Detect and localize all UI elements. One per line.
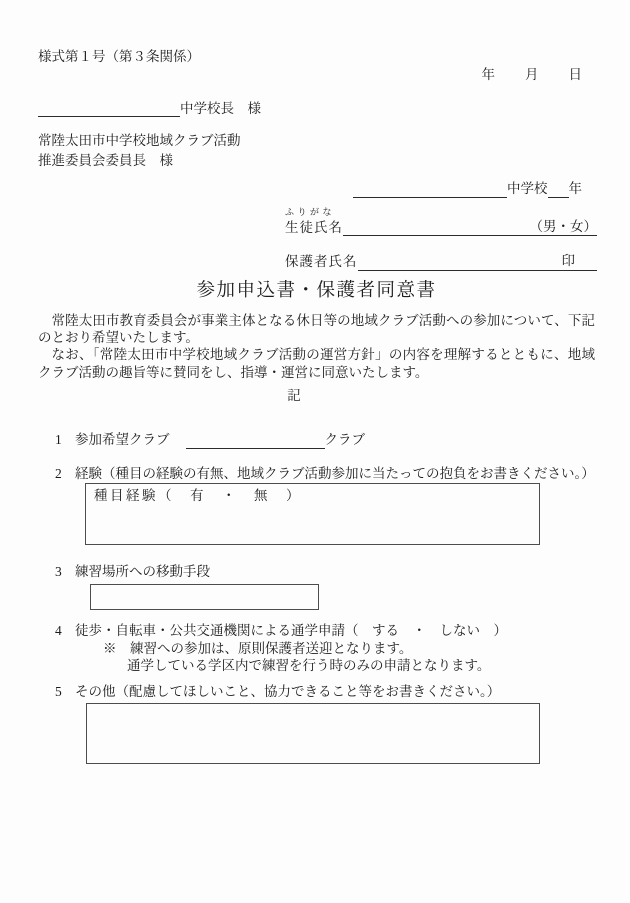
- student-name-label: 生徒氏名: [285, 219, 343, 235]
- item-3-number: 3: [55, 563, 62, 579]
- commute-choice[interactable]: （ する ・ しない ）: [345, 623, 507, 639]
- gender-options[interactable]: （男・女）: [530, 218, 598, 237]
- record-mark: 記: [287, 388, 301, 404]
- item-2-label: 経験（種目の経験の有無、地域クラブ活動参加に当たっての抱負をお書きください。）: [75, 465, 595, 481]
- item-transport: [55, 563, 595, 611]
- item-2-number: 2: [55, 465, 62, 481]
- guardian-name-row: [285, 252, 597, 271]
- club-name-field[interactable]: [186, 432, 325, 449]
- item-5-header: [55, 683, 595, 701]
- principal-line: [38, 100, 595, 118]
- item-3-label: 練習場所への移動手段: [75, 563, 210, 579]
- year-label: 年: [568, 180, 582, 196]
- sender-line-2: 推進委員会委員長 様: [38, 152, 173, 168]
- other-box[interactable]: [86, 703, 540, 764]
- club-suffix: クラブ: [324, 432, 365, 448]
- item-other: [55, 683, 595, 764]
- guardian-name-label: 保護者氏名: [285, 254, 358, 270]
- item-4-note-1: ※ 練習への参加は、原則保護者送迎となります。: [103, 640, 413, 656]
- form-code: 様式第１号（第３条関係）: [38, 49, 200, 64]
- item-1-number: 1: [55, 432, 62, 448]
- item-5-label: その他（配慮してほしいこと、協力できること等をお書きください。）: [75, 683, 501, 699]
- experience-box-text: 種目経験（ 有 ・ 無 ）: [94, 487, 302, 503]
- date-line: 年 月 日: [481, 66, 583, 82]
- item-4-header: [55, 622, 595, 640]
- intro-text: [38, 312, 595, 382]
- item-club-choice: [55, 431, 595, 449]
- name-block: [285, 206, 597, 272]
- intro-paragraph-2: なお、「常陸太田市中学校地域クラブ活動の運営方針」の内容を理解するとともに、地域クラブ活動の趣旨等に賛同をし、指導・運営に同意いたします。: [38, 347, 595, 380]
- experience-box[interactable]: [85, 483, 540, 545]
- item-4-note-2: 通学している学区内で練習を行う時のみの申請となります。: [127, 658, 491, 674]
- seal-label: 印: [560, 252, 598, 271]
- principal-label: 中学校長 様: [180, 100, 261, 116]
- item-4-number: 4: [55, 623, 62, 639]
- transport-box[interactable]: [90, 584, 319, 610]
- item-4-label: 徒歩・自転車・公共交通機関による通学申請: [75, 623, 345, 639]
- item-5-number: 5: [55, 683, 62, 699]
- school-year-line: [38, 180, 595, 198]
- intro-paragraph-1: 常陸太田市教育委員会が事業主体となる休日等の地域クラブ活動への参加について、下記のとおり希望いたします。: [38, 312, 595, 345]
- school-label: 中学校: [507, 180, 548, 196]
- student-name-row: [285, 218, 597, 237]
- furigana-label: ふりがな: [285, 206, 336, 217]
- student-name-field[interactable]: [343, 219, 530, 236]
- school-name-field[interactable]: [353, 181, 507, 198]
- item-experience: [55, 465, 595, 545]
- sender-line-1: 常陸太田市中学校地域クラブ活動: [38, 133, 241, 149]
- grade-field[interactable]: [548, 181, 569, 198]
- item-commute-application: [55, 622, 595, 675]
- sender-block: [38, 131, 595, 169]
- item-3-header: [55, 563, 595, 581]
- page-title: 参加申込書・保護者同意書: [196, 281, 437, 302]
- item-2-header: [55, 465, 595, 483]
- item-1-label: 参加希望クラブ: [75, 432, 170, 448]
- school-name-blank[interactable]: [38, 100, 180, 117]
- guardian-name-field[interactable]: [358, 254, 560, 271]
